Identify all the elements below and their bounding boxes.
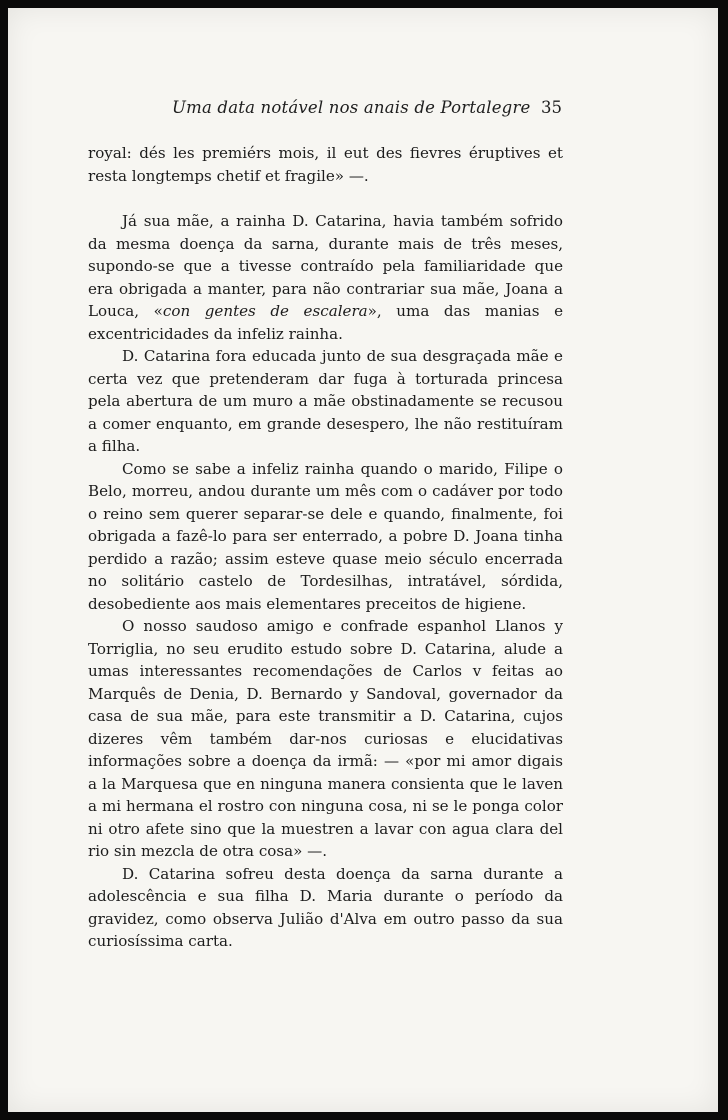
page-header (8, 98, 718, 122)
paragraph: O nosso saudoso amigo e confrade espanhol Llanos y Torriglia, no seu erudito estudo sobre D. Catarina, alude a umas interessantes recomendações de Carlos v feitas ao Marquês de Denia, D. Bernardo y Sandoval, governador da casa de sua mãe, para este transmitir a D. Catarina, cujos dizeres vêm também dar-nos curiosas e elucidativas informações sobre a doença da irmã: — «por mi amor digais a la Marquesa que en ninguna manera consienta que le laven a mi hermana el rostro con ninguna cosa, ni se le ponga color ni otro afete sino que la muestren a lavar con agua clara del rio sin mezcla de otra cosa» —. (88, 617, 563, 860)
body-text (88, 142, 563, 953)
page-number: 35 (541, 98, 562, 117)
running-title: Uma data notável nos anais de Portalegre (172, 98, 531, 117)
quoted-phrase: con gentes de escalera (162, 302, 368, 320)
paragraph: D. Catarina fora educada junto de sua desgraçada mãe e certa vez que pretenderam dar fuga à torturada princesa pela abertura de um muro a mãe obstinadamente se recusou a comer enquanto, em grande desespero, lhe não restituíram a filha. (88, 347, 563, 455)
paragraph: Como se sabe a infeliz rainha quando o marido, Filipe o Belo, morreu, andou durante um mês com o cadáver por todo o reino sem querer separar-se dele e quando, finalmente, foi obrigada a fazê-lo para ser enterrado, a pobre D. Joana tinha perdido a razão; assim esteve quase meio século encerrada no solitário castelo de Tordesilhas, intratável, sórdida, desobediente aos mais elementares preceitos de higiene. (88, 459, 563, 613)
book-page (8, 8, 718, 1112)
paragraph-continuation: royal: dés les premiérs mois, il eut des fievres éruptives et resta longtemps chetif et fragile» —. (88, 144, 563, 185)
paragraph: Já sua mãe, a rainha D. Catarina, havia também sofrido da mesma doença da sarna, durante mais de três meses, supondo-se que a tivesse contraído pela familiaridade que era obrigada a manter, para não contrariar sua mãe, Joana a Louca, «con gentes de escalera», uma das manias e excentricidades da infeliz rainha. (88, 212, 563, 343)
paragraph: D. Catarina sofreu desta doença da sarna durante a adolescência e sua filha D. Maria durante o período da gravidez, como observa Julião d'Alva em outro passo da sua curiosíssima carta. (88, 864, 563, 950)
